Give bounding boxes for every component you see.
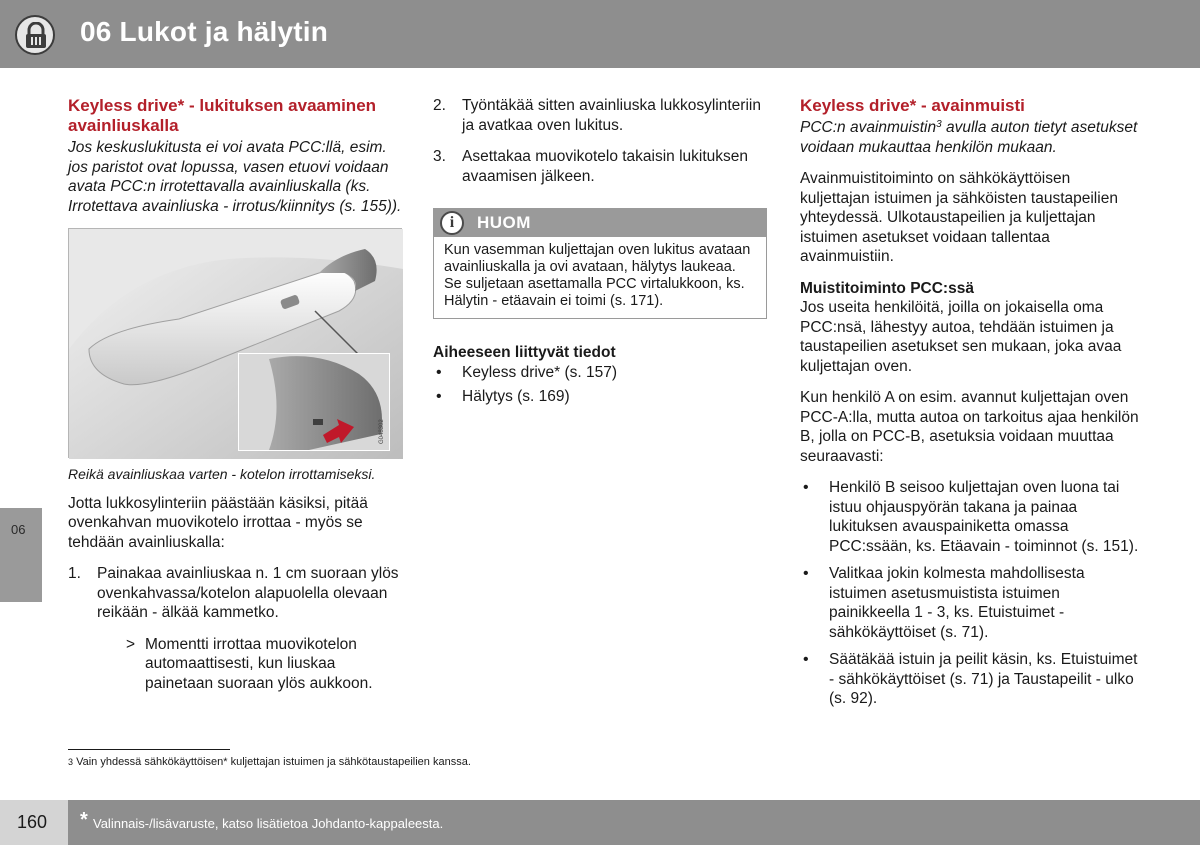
optional-star-icon: * [80,809,88,831]
step-text: Asettakaa muovikotelo takaisin lukituksen avaamisen jälkeen. [462,148,749,185]
footnote [68,756,471,768]
page-number-cell [0,800,68,845]
column-2 [433,96,767,412]
list-item: • Henkilö B seisoo kuljettajan oven luona tai istuu ohjauspyörän takana ja painaa lukituksen avauspainiketta omassa PCC:ssään, ks. Etäavain - toiminnot (s. 151). [800,478,1140,556]
body-paragraph: Jotta lukkosylinteriin päästään käsiksi, pitää ovenkahvan muovikotelo irrottaa - myös se tehdään avainliuskalla: [68,494,368,551]
step-item [433,147,767,186]
footnote-marker: 3 [68,757,74,767]
steps-list-continued [433,96,767,186]
note-box [433,208,767,319]
column-1 [68,96,404,705]
body-paragraph: Kun henkilö A on esim. avannut kuljettajan oven PCC-A:lla, mutta autoa on tarkoitus ajaa henkilön B, jolla on PCC-B, asetuksia voidaan muuttaa seuraavasti: [800,389,1139,465]
figure-code: G048302 [379,419,385,444]
section-intro [800,118,1140,157]
figure-caption: Reikä avainliuskaa varten - kotelon irrottamiseksi. [68,466,376,482]
step-result [97,635,404,694]
list-item: • Valitkaa jokin kolmesta mahdollisesta istuimen asetusmuistista istuimen painikkeella 1 - 3, ks. Etuistuimet - sähkökäyttöiset (s. 71). [800,564,1140,642]
column-3 [800,96,1140,717]
bullet-list [800,478,1140,709]
related-heading: Aiheeseen liittyvät tiedot [433,344,616,361]
section-heading-key-memory: Keyless drive* - avainmuisti [800,96,1025,115]
note-header [434,209,766,237]
step-item [433,96,767,135]
page-number: 160 [17,812,48,832]
step-text: Työntäkää sitten avainliuska lukkosylinteriin ja avatkaa oven lukitus. [462,97,761,134]
chapter-side-tab [0,508,42,602]
list-item: • Säätäkää istuin ja peilit käsin, ks. Etuistuimet - sähkökäyttöiset (s. 71) ja Taustapeilit - ulko (s. 92). [800,650,1140,709]
door-handle-figure [68,228,402,458]
step-number: 2. [433,97,446,114]
footnote-ref: 3 [936,119,942,130]
body-paragraph: Jos useita henkilöitä, joilla on jokaisella oma PCC:nsä, lähestyy autoa, tehdään istuimen ja taustapeilien asetukset sen mukaan, joka avaa kuljettajan oven. [800,299,1122,375]
intro-text: PCC:n avainmuistin [800,119,937,136]
step-item [68,564,404,693]
lock-icon [15,15,55,55]
section-heading-unlocking: Keyless drive* - lukituksen avaaminen avainliuskalla [68,96,377,135]
result-text: Momentti irrottaa muovikotelon automaattisesti, kun liuskaa painetaan suoraan ylös aukkoon. [145,635,373,692]
related-link[interactable]: • Keyless drive* (s. 157) [433,363,767,383]
info-icon: i [440,211,464,235]
page-footer [0,800,1200,845]
step-text: Painakaa avainliuskaa n. 1 cm suoraan ylös ovenkahvassa/kotelon alapuolella olevaan reikään - älkää kammetko. [97,565,399,621]
body-paragraph: Avainmuistitoiminto on sähkökäyttöisen kuljettajan istuimen ja sähköisten taustapeilien yhteydessä. Ulkotaustapeilien ja kuljettajan istuimen asetukset voidaan tallentaa avainmuistiin. [800,170,1118,265]
related-link[interactable]: • Hälytys (s. 169) [433,387,767,407]
footer-text: Valinnais-/lisävaruste, katso lisätietoa Johdanto-kappaleesta. [93,816,444,831]
door-handle-illustration [69,229,403,459]
footnote-text: Vain yhdessä sähkökäyttöisen* kuljettajan istuimen ja sähkötaustapeilien kanssa. [76,756,471,768]
chapter-header [0,0,1200,68]
intro-text: avulla auton tietyt asetukset voidaan mukauttaa henkilön mukaan. [800,119,1138,156]
note-title: HUOM [477,213,531,232]
step-number: 3. [433,148,446,165]
chapter-icon-cell [0,0,68,68]
side-tab-label: 06 [11,522,26,537]
result-marker: > [126,635,136,653]
note-text: Kun vasemman kuljettajan oven lukitus avataan avainliuskalla ja ovi avataan, hälytys laukeaa. Se suljetaan asettamalla PCC virtalukkoon, ks. Hälytin - etäavain ei toimi (s. 171). [444,242,751,309]
chapter-title: 06 Lukot ja hälytin [80,16,329,47]
section-intro: Jos keskuslukitusta ei voi avata PCC:llä, esim. jos paristot ovat lopussa, vasen etuovi voidaan avata PCC:n irrotettavalla avainliuskalla (ks. Irrotettava avainliuska - irrotus/kiinnitys (s. 155)). [68,139,402,215]
sub-heading: Muistitoiminto PCC:ssä [800,279,974,297]
related-list [433,363,767,407]
steps-list [68,564,404,693]
footnote-rule [68,749,230,750]
step-number: 1. [68,565,81,582]
footer-bar [68,800,1200,845]
